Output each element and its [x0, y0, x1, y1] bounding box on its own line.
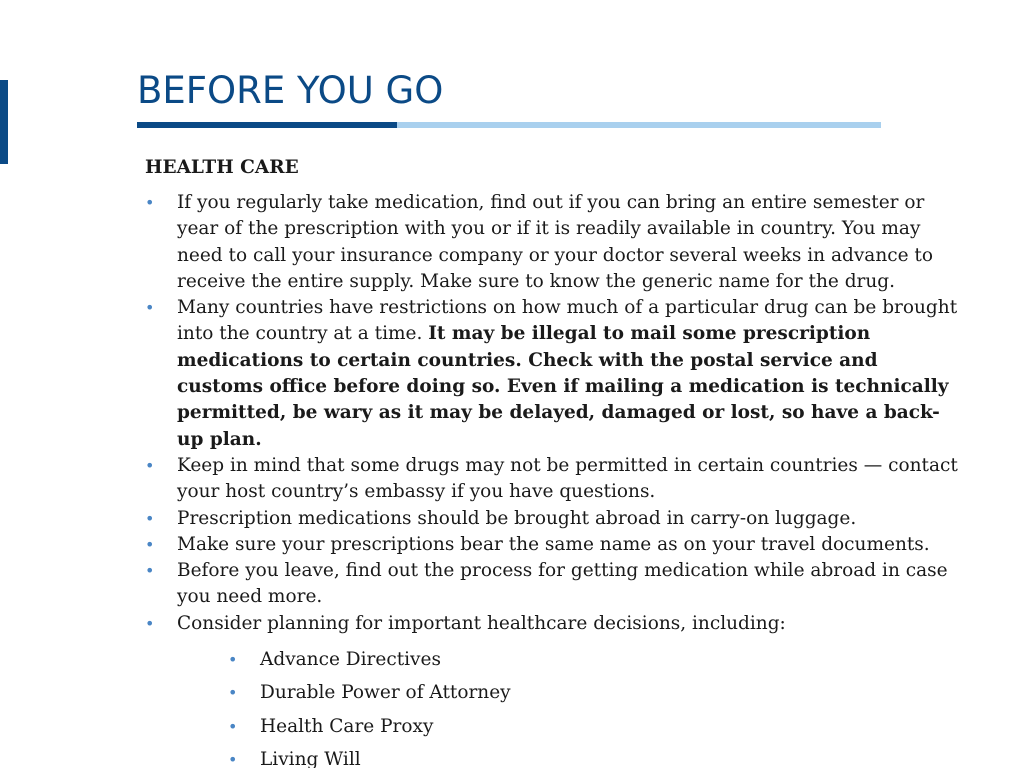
- slide-accent-bar: [0, 80, 8, 164]
- section-heading: HEALTH CARE: [145, 157, 299, 178]
- sub-bullet-item: [228, 743, 965, 768]
- bullet-icon: •: [145, 561, 155, 581]
- bullet-list: [145, 190, 965, 768]
- bullet-item-prescription-name: [145, 532, 965, 558]
- bullet-item-medication-abroad: [145, 558, 965, 611]
- sub-bullet-text: Durable Power of Attorney: [260, 682, 511, 704]
- bullet-item-embassy: [145, 453, 965, 506]
- sub-bullet-text: Living Will: [260, 748, 361, 768]
- bullet-icon: •: [145, 534, 155, 554]
- bullet-icon: •: [145, 455, 155, 475]
- sub-bullet-item: [228, 643, 965, 676]
- bullet-text: Keep in mind that some drugs may not be permitted in certain countries — contact your host country’s embassy if you have questions.: [177, 454, 958, 503]
- sub-bullet-text: Advance Directives: [260, 649, 441, 671]
- bullet-text: Consider planning for important healthcare decisions, including:: [177, 612, 786, 634]
- sub-bullet-list: [177, 643, 965, 768]
- title-underline-dark-segment: [137, 122, 397, 128]
- bullet-item-healthcare-decisions: [145, 611, 965, 768]
- title-underline-light-segment: [397, 122, 881, 128]
- bullet-item-carry-on: [145, 506, 965, 532]
- bullet-icon: •: [145, 508, 155, 528]
- bullet-icon: •: [228, 716, 238, 736]
- bullet-item-drug-restrictions: [145, 295, 965, 453]
- bullet-icon: •: [228, 650, 238, 670]
- bullet-icon: •: [228, 749, 238, 768]
- sub-bullet-text: Health Care Proxy: [260, 715, 434, 737]
- bullet-bold-warning: It may be illegal to mail some prescription medications to certain countries. Check with the postal service and customs office before doing so. Even if mailing a medication is technically permitted, be wary as it may be delayed, damaged or lost, so have a back-up plan.: [177, 323, 949, 450]
- bullet-text: If you regularly take medication, find out if you can bring an entire semester or year of the prescription with you or if it is readily available in country. You may need to call your insurance company or your doctor several weeks in advance to receive the entire supply. Make sure to know the generic name for the drug.: [177, 192, 933, 292]
- bullet-text: Many countries have restrictions on how much of a particular drug can be brought into the country at a time.: [177, 297, 958, 345]
- bullet-icon: •: [145, 298, 155, 318]
- sub-bullet-item: [228, 676, 965, 709]
- title-underline: [137, 122, 881, 128]
- bullet-text: Prescription medications should be brought abroad in carry-on luggage.: [177, 507, 857, 529]
- bullet-text: Before you leave, find out the process for getting medication while abroad in case you need more.: [177, 560, 948, 608]
- sub-bullet-item: [228, 710, 965, 743]
- bullet-icon: •: [145, 193, 155, 212]
- slide-title: BEFORE YOU GO: [137, 69, 444, 112]
- bullet-icon: •: [228, 683, 238, 703]
- bullet-text: Make sure your prescriptions bear the same name as on your travel documents.: [177, 533, 930, 555]
- slide-body: [145, 154, 965, 768]
- bullet-icon: •: [145, 613, 155, 633]
- bullet-item-medication-supply: [145, 190, 965, 295]
